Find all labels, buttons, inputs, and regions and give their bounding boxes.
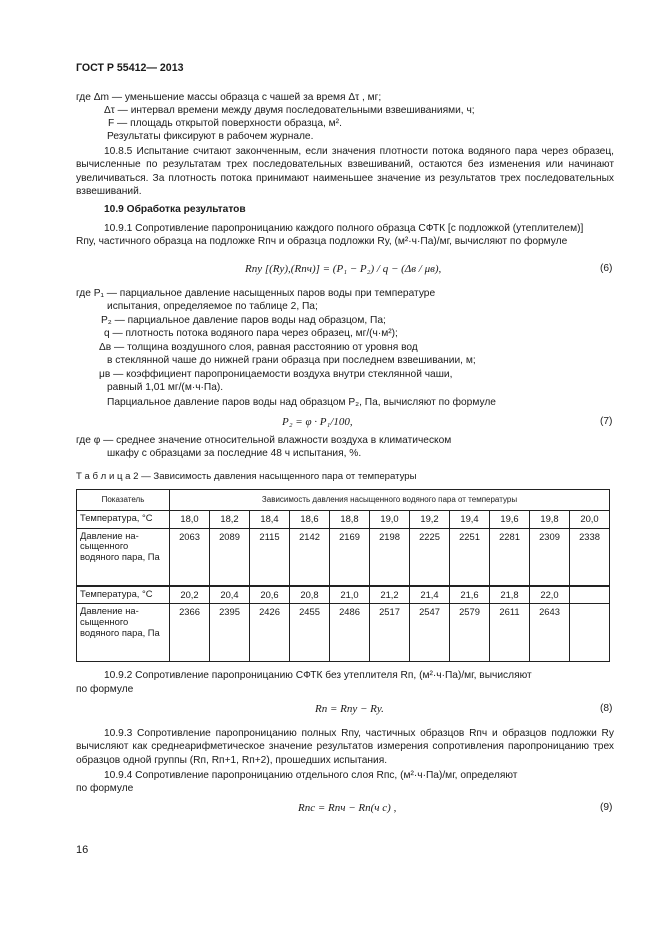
results-line: Результаты фиксируют в рабочем журнале. — [107, 131, 314, 142]
table-cell: 21,6 — [450, 586, 490, 604]
formula-8: Rп = Rпу − Rу. — [315, 703, 384, 715]
def-p1 — [76, 287, 435, 300]
paragraph-10-9-1-b: Rпу, частичного образца на подложке Rпч и образца подложки Rу, (м²·ч·Па)/мг, вычисляют по формуле — [76, 236, 568, 247]
paragraph-10-9-4-b: по формуле — [76, 783, 134, 794]
paragraph-10-9-2-b: по формуле — [76, 684, 134, 695]
table-cell: 2486 — [330, 604, 370, 662]
formula-7: P₂ = φ · P₁/100, — [282, 416, 353, 428]
table-cell: 2063 — [170, 528, 210, 586]
table-row — [77, 586, 610, 604]
def-f — [108, 117, 342, 130]
table-cell: 2643 — [530, 604, 570, 662]
table-cell: 22,0 — [530, 586, 570, 604]
table-cell — [570, 586, 610, 604]
table-cell: 18,4 — [250, 511, 290, 528]
table-cell: 18,8 — [330, 511, 370, 528]
pressure-table — [76, 489, 610, 662]
def-symbol: где P₁ — — [76, 288, 117, 299]
table-header-dependency: Зависимость давления насыщенного водяного пара от температуры — [170, 490, 610, 511]
table-row — [77, 511, 610, 528]
table-cell: 2142 — [290, 528, 330, 586]
def-symbol: где Δm — — [76, 92, 123, 103]
def-text: парциальное давление насыщенных паров воды при температуре — [119, 288, 436, 299]
table-cell: 19,2 — [410, 511, 450, 528]
table-cell: 2281 — [490, 528, 530, 586]
def-symbol: μв — — [99, 369, 124, 380]
def-symbol: Δτ — — [104, 105, 128, 116]
table-cell: 20,2 — [170, 586, 210, 604]
document-header: ГОСТ Р 55412— 2013 — [76, 62, 184, 74]
table-cell: 21,8 — [490, 586, 530, 604]
def-delta-v — [99, 341, 418, 354]
table-cell: 2517 — [370, 604, 410, 662]
formula-6: Rпу [(Rу),(Rпч)] = (P₁ − P₂) / q − (Δв / μв), — [245, 263, 442, 275]
paragraph-10-9-3: 10.9.3 Сопротивление паропроницанию полных Rпу, частичных образцов Rпч и образцов подложки Rу вычисляют как среднеарифметическое значение результатов измерения сопротивления паропроницанию трех образцов одной группы (Rп, Rп+1, Rп+2), прошедших испытания. — [76, 728, 614, 766]
table-cell: 2198 — [370, 528, 410, 586]
table-cell: 20,6 — [250, 586, 290, 604]
table-cell: 2251 — [450, 528, 490, 586]
paragraph-partial-pressure: Парциальное давление паров воды над образцом P₂, Па, вычисляют по формуле — [107, 397, 496, 408]
def-mu-v-cont: равный 1,01 мг/(м·ч·Па). — [107, 382, 224, 393]
equation-number-6: (6) — [600, 263, 613, 274]
def-text: парциальное давление паров воды над образцом, Па; — [127, 315, 386, 326]
def-text: толщина воздушного слоя, равная расстоянию от уровня вод — [127, 342, 418, 353]
def-delta-v-cont: в стеклянной чаше до нижней грани образца при последнем взвешивании, м; — [107, 355, 476, 366]
table-cell: 2611 — [490, 604, 530, 662]
row-label: Давление на-сыщенного водяного пара, Па — [77, 604, 170, 662]
table-cell: 2395 — [210, 604, 250, 662]
equation-number-7: (7) — [600, 416, 613, 427]
def-text: плотность потока водяного пара через образец, мг/(ч·м²); — [125, 328, 398, 339]
formula-9: Rпс = Rпч − Rп(ч с) , — [298, 802, 397, 814]
table-caption: Т а б л и ц а 2 — Зависимость давления насыщенного пара от температуры — [76, 471, 417, 482]
def-symbol: F — — [108, 118, 128, 129]
table-cell: 19,6 — [490, 511, 530, 528]
table-cell: 2455 — [290, 604, 330, 662]
row-label: Давление на-сыщенного водяного пара, Па — [77, 528, 170, 586]
equation-number-9: (9) — [600, 802, 613, 813]
table-cell: 2426 — [250, 604, 290, 662]
def-p1-cont: испытания, определяемое по таблице 2, Па; — [107, 301, 318, 312]
table-cell: 2579 — [450, 604, 490, 662]
def-q — [104, 327, 398, 340]
def-mu-v — [99, 368, 452, 381]
table-row — [77, 604, 610, 662]
row-label: Температура, °С — [77, 511, 170, 528]
table-cell: 2089 — [210, 528, 250, 586]
table-row — [77, 528, 610, 586]
table-cell: 21,4 — [410, 586, 450, 604]
paragraph-10-9-4-a: 10.9.4 Сопротивление паропроницанию отдельного слоя Rпс, (м²·ч·Па)/мг, определяют — [104, 770, 518, 781]
table-cell: 2366 — [170, 604, 210, 662]
def-phi-cont: шкафу с образцами за последние 48 ч испытания, %. — [107, 448, 362, 459]
table-cell: 19,4 — [450, 511, 490, 528]
table-header-indicator: Показатель — [77, 490, 170, 511]
table-cell — [570, 604, 610, 662]
def-symbol: q — — [104, 328, 123, 339]
table-cell: 18,0 — [170, 511, 210, 528]
def-symbol: P₂ — — [101, 315, 125, 326]
def-text: коэффициент паропроницаемости воздуха внутри стеклянной чаши, — [126, 369, 453, 380]
table-cell: 20,8 — [290, 586, 330, 604]
table-cell: 2338 — [570, 528, 610, 586]
section-heading-10-9: 10.9 Обработка результатов — [104, 204, 246, 215]
def-symbol: Δв — — [99, 342, 125, 353]
paragraph-10-9-1-a: 10.9.1 Сопротивление паропроницанию каждого полного образца СФТК [с подложкой (утеплителем)] — [104, 223, 584, 234]
paragraph-10-9-2-a: 10.9.2 Сопротивление паропроницанию СФТК без утеплителя Rп, (м²·ч·Па)/мг, вычисляют — [104, 670, 532, 681]
def-phi: где φ — среднее значение относительной влажности воздуха в климатическом — [76, 435, 452, 446]
table-cell: 2309 — [530, 528, 570, 586]
table-cell: 19,0 — [370, 511, 410, 528]
table-cell: 2547 — [410, 604, 450, 662]
table-header-row — [77, 490, 610, 511]
def-delta-tau — [104, 104, 475, 117]
paragraph-10-8-5: 10.8.5 Испытание считают законченным, если значения плотности потока водяного пара через образец, вычисленные по результатам трех последовательных взвешиваний, остаются без изменения или начинают увеличиваться. За плотность потока принимают наименьшее значение из результатов трех последовательных взвешиваний. — [76, 146, 614, 197]
table-cell: 18,6 — [290, 511, 330, 528]
table-cell: 2115 — [250, 528, 290, 586]
table-cell: 18,2 — [210, 511, 250, 528]
def-text: интервал времени между двумя последовательными взвешиваниями, ч; — [130, 105, 475, 116]
def-p2 — [101, 314, 386, 327]
table-cell: 21,0 — [330, 586, 370, 604]
table-cell: 2225 — [410, 528, 450, 586]
table-cell: 19,8 — [530, 511, 570, 528]
table-cell: 20,4 — [210, 586, 250, 604]
table-cell: 2169 — [330, 528, 370, 586]
table-cell: 20,0 — [570, 511, 610, 528]
def-delta-m — [76, 91, 381, 104]
table-cell: 21,2 — [370, 586, 410, 604]
def-text: площадь открытой поверхности образца, м². — [130, 118, 342, 129]
def-text: уменьшение массы образца с чашей за время Δτ , мг; — [124, 92, 382, 103]
row-label: Температура, °С — [77, 586, 170, 604]
page-number: 16 — [76, 844, 89, 856]
equation-number-8: (8) — [600, 703, 613, 714]
